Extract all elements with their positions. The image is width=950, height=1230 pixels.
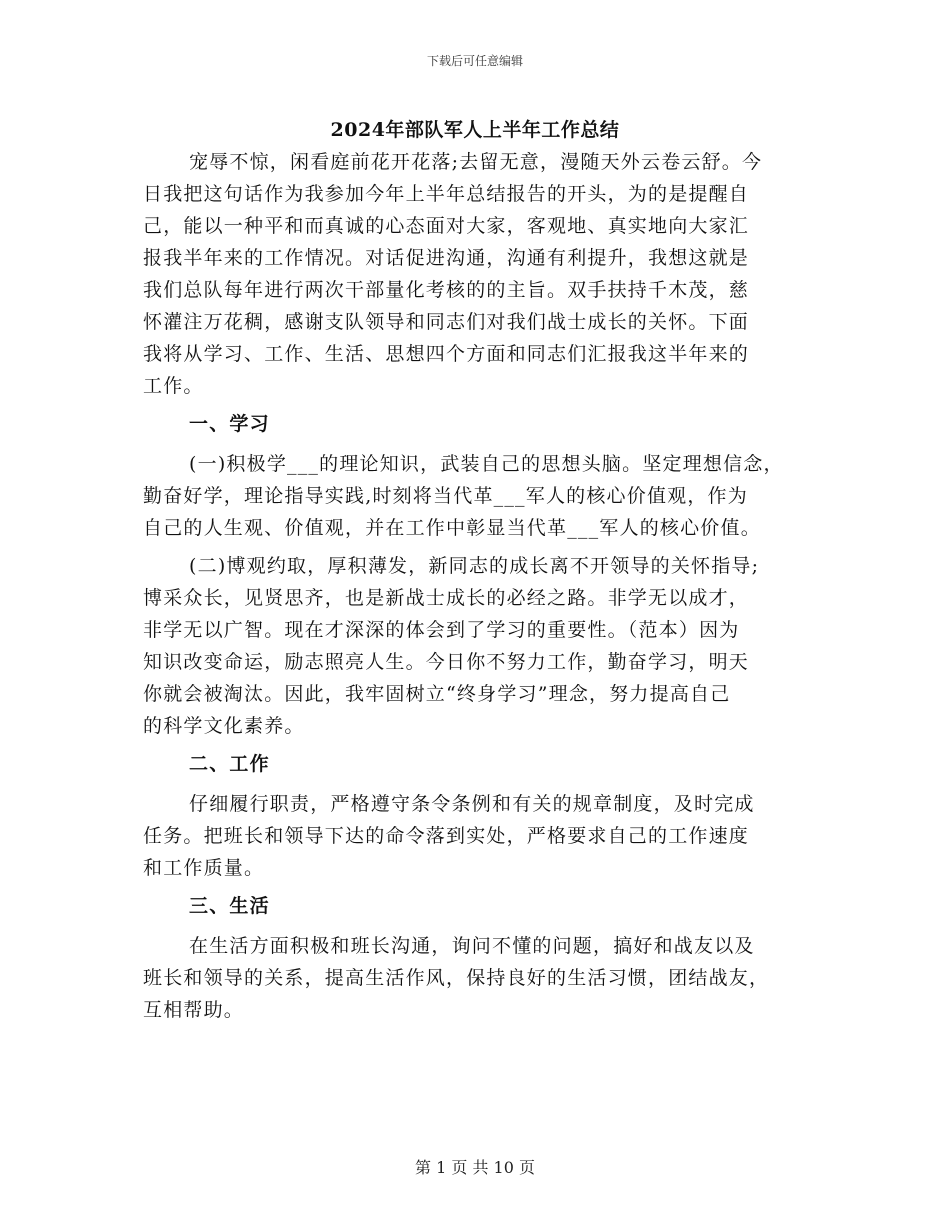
text-line: 你就会被淘汰。因此，我牢固树立“终身学习”理念，努力提高自己 [143,683,731,705]
text-line: 宠辱不惊，闲看庭前花开花落;去留无意，漫随天外云卷云舒。今 [189,151,763,173]
text-line: 我们总队每年进行两次干部量化考核的的主旨。双手扶持千木茂，慈 [143,279,750,301]
text-line: 报我半年来的工作情况。对话促进沟通，沟通有利提升，我想这就是 [143,247,750,269]
section-heading-work: 二、工作 [189,753,270,775]
text-line: 非学无以广智。现在才深深的体会到了学习的重要性。（范本）因为 [143,619,740,641]
text-line: 怀灌注万花稠，感谢支队领导和同志们对我们战士成长的关怀。下面 [143,311,750,333]
text-line: 班长和领导的关系，提高生活作风，保持良好的生活习惯，团结战友， [143,967,770,989]
text-line: 博采众长，见贤思齐，也是新战士成长的必经之路。非学无以成才， [143,587,750,609]
text-line: 己，能以一种平和而真诚的心态面对大家，客观地、真实地向大家汇 [143,215,750,237]
text-line: 知识改变命运，励志照亮人生。今日你不努力工作，勤奋学习，明天 [143,651,750,673]
text-line: 工作。 [143,375,204,397]
text-line: 任务。把班长和领导下达的命令落到实处，严格要求自己的工作速度 [143,825,750,847]
text-line: 勤奋好学，理论指导实践,时刻将当代革___军人的核心价值观，作为 [143,485,748,507]
text-line: 的科学文化素养。 [143,715,305,737]
study-paragraph-1 [143,448,823,544]
document-title: 2024年部队军人上半年工作总结 [330,119,620,141]
text-line: (一)积极学___的理论知识，武装自己的思想头脑。坚定理想信念， [189,453,784,475]
text-line: (二)博观约取，厚积薄发，新同志的成长离不开领导的关怀指导; [189,555,760,577]
text-line: 日我把这句话作为我参加今年上半年总结报告的开头，为的是提醒自 [143,183,750,205]
text-line: 在生活方面积极和班长沟通，询问不懂的问题，搞好和战友以及 [189,935,755,957]
section-heading-life: 三、生活 [189,895,270,917]
text-line: 仔细履行职责，严格遵守条令条例和有关的规章制度，及时完成 [189,793,755,815]
text-line: 和工作质量。 [143,857,265,879]
section-heading-study: 一、学习 [189,413,270,435]
text-line: 互相帮助。 [143,999,245,1021]
work-paragraph [143,788,823,884]
text-line: 我将从学习、工作、生活、思想四个方面和同志们汇报我这半年来的 [143,343,750,365]
page-header: 下载后可任意编辑 [426,54,523,68]
document-body [143,146,823,1032]
life-paragraph [143,930,823,1026]
page-footer: 第 1 页 共 10 页 [415,1158,535,1177]
text-line: 自己的人生观、价值观，并在工作中彰显当代革___军人的核心价值。 [143,517,761,539]
intro-paragraph [143,146,823,402]
study-paragraph-2 [143,550,823,742]
